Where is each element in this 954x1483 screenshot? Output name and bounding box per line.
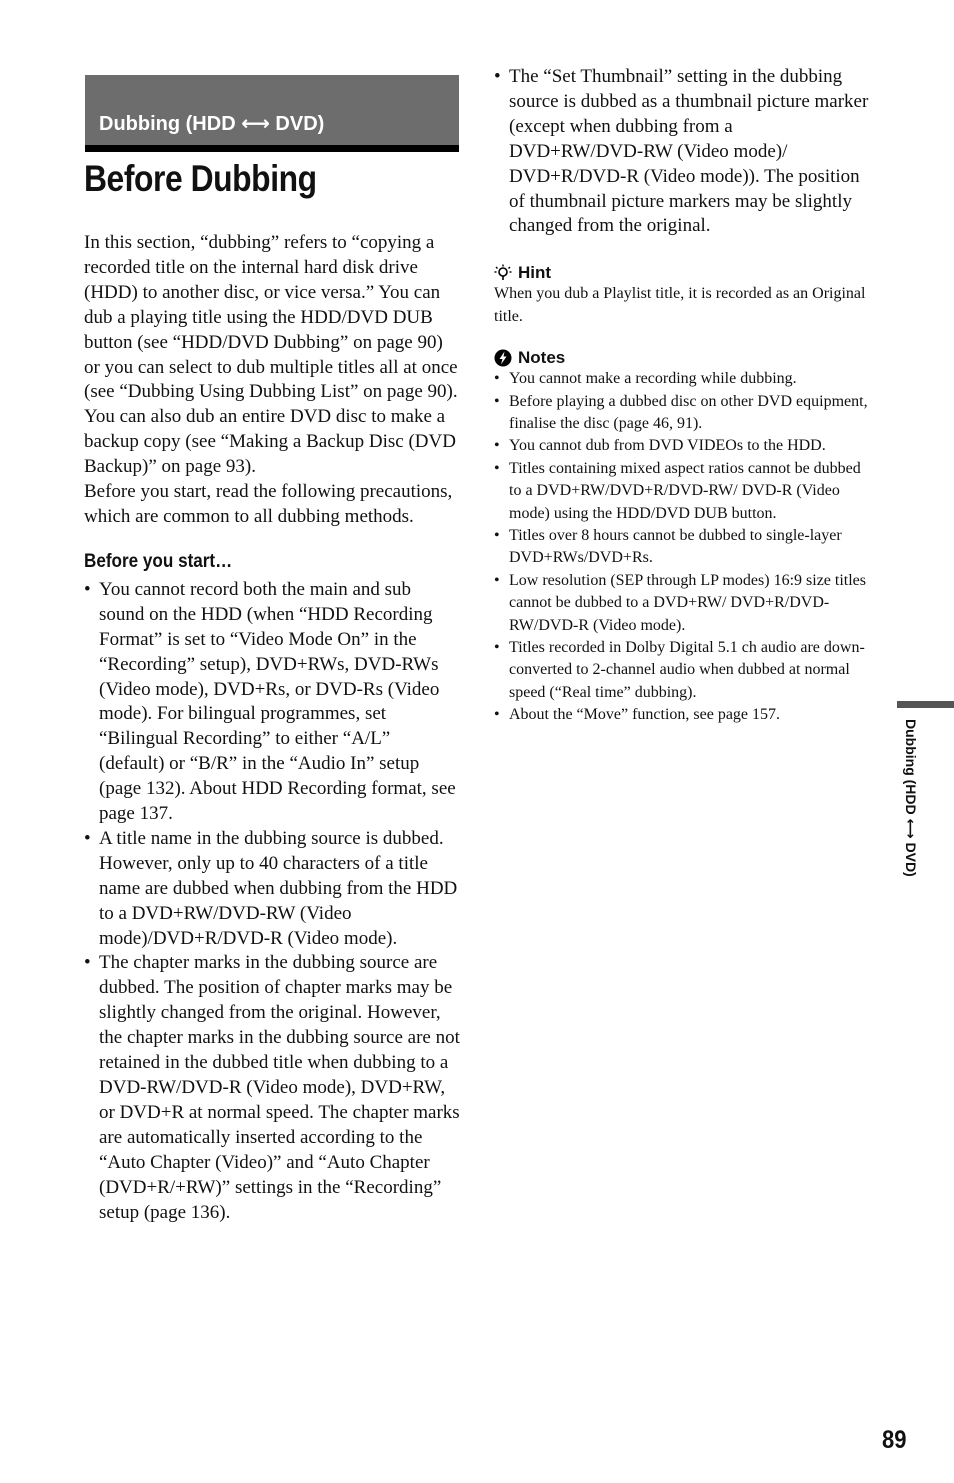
list-item: • About the “Move” function, see page 157. (494, 704, 870, 726)
list-item: • You cannot dub from DVD VIDEOs to the HDD. (494, 435, 870, 457)
list-item: • The “Set Thumbnail” setting in the dubbing source is dubbed as a thumbnail picture marker (except when dubbing from a DVD+RW/DVD-RW (Video mode)/ DVD+R/DVD-R (Video mode)). The position of thumbnail picture markers may be slightly changed from the original. (494, 65, 870, 239)
intro-paragraph-2: Before you start, read the following precautions, which are common to all dubbing methods. (84, 481, 453, 527)
hint-label: Hint (518, 263, 552, 283)
section-label: Dubbing (HDD ⟷ DVD) (99, 113, 325, 135)
list-item: • You cannot record both the main and sub sound on the HDD (when “HDD Recording Format” is set to “Video Mode On” in the “Recording” setup), DVD+RWs, DVD-RWs (Video mode), DVD+Rs, or DVD-Rs (Video mode). For bilingual programmes, set “Bilingual Recording” to either “A/L” (default) or “B/R” in the “Audio In” setup (page 132). About HDD Recording format, see page 137. (84, 578, 460, 827)
section-rule (85, 145, 459, 152)
before-start-list (84, 578, 460, 1226)
hint-heading (494, 263, 870, 283)
list-item: • Low resolution (SEP through LP modes) 16:9 size titles cannot be dubbed to a DVD+RW/ DVD+R/DVD-RW/DVD-R (Video mode). (494, 570, 870, 637)
notes-heading (494, 348, 870, 368)
list-item: • You cannot make a recording while dubbing. (494, 368, 870, 390)
left-column (84, 231, 460, 1225)
page-number: 89 (882, 1426, 907, 1454)
notes-icon (494, 349, 512, 367)
hint-text: When you dub a Playlist title, it is recorded as an Original title. (494, 285, 866, 325)
section-header-band (85, 75, 459, 145)
intro-paragraph-1: In this section, “dubbing” refers to “copying a recorded title on the internal hard disk drive (HDD) to another disc, or vice versa.” You can dub a playing title using the HDD/DVD DUB button (see “HDD/DVD Dubbing” on page 90) or you can select to dub multiple titles all at once (see “Dubbing Using Dubbing List” on page 90). You can also dub an entire DVD disc to make a backup copy (see “Making a Backup Disc (DVD Backup)” on page 93). (84, 232, 458, 478)
page-title: Before Dubbing (84, 158, 317, 199)
list-item: • The chapter marks in the dubbing source are dubbed. The position of chapter marks may be slightly changed from the original. However, the chapter marks in the dubbing source are not retained in the dubbed title when dubbing to a DVD-RW/DVD-R (Video mode), DVD+RW, or DVD+R at normal speed. The chapter marks are automatically inserted according to the “Auto Chapter (Video)” and “Auto Chapter (DVD+R/+RW)” settings in the “Recording” setup (page 136). (84, 951, 460, 1225)
list-item: • Before playing a dubbed disc on other DVD equipment, finalise the disc (page 46, 91). (494, 391, 870, 436)
side-tab-label (899, 719, 923, 919)
side-tab-marker (897, 701, 954, 708)
before-start-heading: Before you start… (84, 550, 233, 572)
notes-label: Notes (518, 348, 566, 368)
list-item: • Titles containing mixed aspect ratios cannot be dubbed to a DVD+RW/DVD+R/DVD-RW/ DVD-R (Video mode) using the HDD/DVD DUB button. (494, 458, 870, 525)
right-column (494, 65, 870, 727)
notes-list (494, 368, 870, 727)
list-item: • Titles recorded in Dolby Digital 5.1 ch audio are down-converted to 2-channel audio when dubbed at normal speed (“Real time” dubbing). (494, 637, 870, 704)
list-item: • A title name in the dubbing source is dubbed. However, only up to 40 characters of a title name are dubbed when dubbing from the HDD to a DVD+RW/DVD-RW (Video mode)/DVD+R/DVD-R (Video mode). (84, 827, 460, 952)
side-tab-text: Dubbing (HDD ⟷ DVD) (903, 719, 919, 877)
lightbulb-icon (494, 264, 512, 282)
before-start-list-continued (494, 65, 870, 239)
list-item: • Titles over 8 hours cannot be dubbed to single-layer DVD+RWs/DVD+Rs. (494, 525, 870, 570)
